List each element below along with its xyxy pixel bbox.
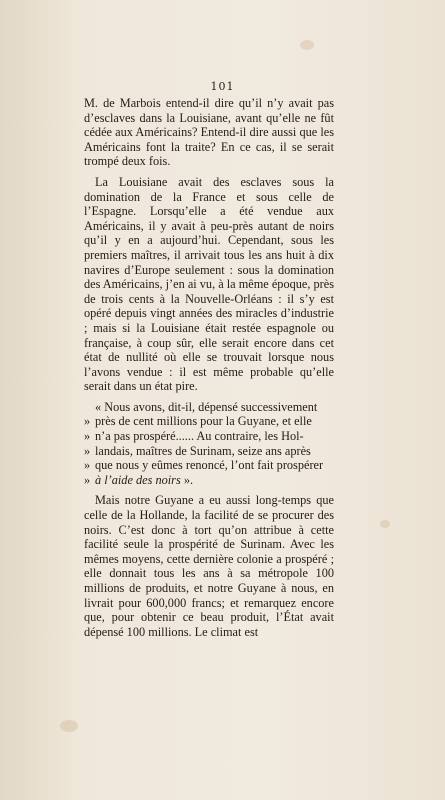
quote-line: » près de cent millions pour la Guyane, et elle	[84, 414, 312, 429]
quotation-block	[84, 400, 334, 488]
quote-line: » n’a pas prospéré...... Au contraire, les Hol-	[84, 429, 304, 444]
body-text	[84, 96, 334, 639]
quote-line: « Nous avons, dit-il, dépensé successivement	[95, 399, 318, 414]
foxing-spot	[380, 520, 390, 528]
page-number: 101	[210, 80, 235, 93]
quote-line	[84, 473, 334, 488]
paragraph-1: M. de Marbois entend-il dire qu’il n’y avait pas d’esclaves dans la Louisiane, avant qu’elle ne fût cédée aux Américains? Entend-il dire aussi que les Américains font la traite? En ce cas, il se serait trompé deux fois.	[84, 96, 334, 169]
foxing-spot	[60, 720, 78, 732]
quote-emphasis: à l’aide des noirs	[95, 472, 181, 487]
quote-open-mark: «	[95, 399, 102, 414]
paragraph-3: Mais notre Guyane a eu aussi long-temps que celle de la Hollande, la facilité de se procurer des noirs. C’est donc à tort qu’on attribue à cette facilité seule la prospérité de Surinam. Avec les mêmes moyens, cette dernière colonie a prospéré ; elle donnait tous les ans à sa métropole 100 millions de produits, et notre Guyane à nous, en livrait pour 600,000 francs; et remarquez encore que, pour obtenir ce beau produit, l’État avait dépensé 100 millions. Le climat est	[84, 493, 334, 639]
foxing-spot	[300, 40, 314, 50]
quote-line: » landais, maîtres de Surinam, seize ans après	[84, 443, 311, 458]
quote-continuation-mark: »	[84, 443, 91, 458]
quote-continuation-mark: »	[84, 472, 91, 487]
quote-continuation-mark: »	[84, 414, 91, 429]
quote-continuation-mark: »	[84, 458, 91, 473]
quote-close-mark: ».	[183, 472, 194, 487]
quote-continuation-mark: »	[84, 429, 91, 444]
quote-line: » que nous y eûmes renoncé, l’ont fait prospérer	[84, 458, 324, 473]
paragraph-2: La Louisiane avait des esclaves sous la domination de la France et sous celle de l’Espagne. Lorsqu’elle a été vendue aux Américains, il y avait à peu-près autant de noirs qu’il y en a aujourd’hui. Cependant, sous les premiers maîtres, il arrivait tous les ans huit à dix navires d’Europe seulement : sous la domination des Américains, j’en ai vu, à la même époque, près de trois cents à la Nouvelle-Orléans : il s’y est opéré depuis vingt années des miracles d’industrie ; mais si la Louisiane était restée espagnole ou française, à coup sûr, elle serait encore dans cet état de nullité où elle se trouvait lorsque nous l’avons vendue : il est même probable qu’elle serait dans un état pire.	[84, 174, 334, 394]
